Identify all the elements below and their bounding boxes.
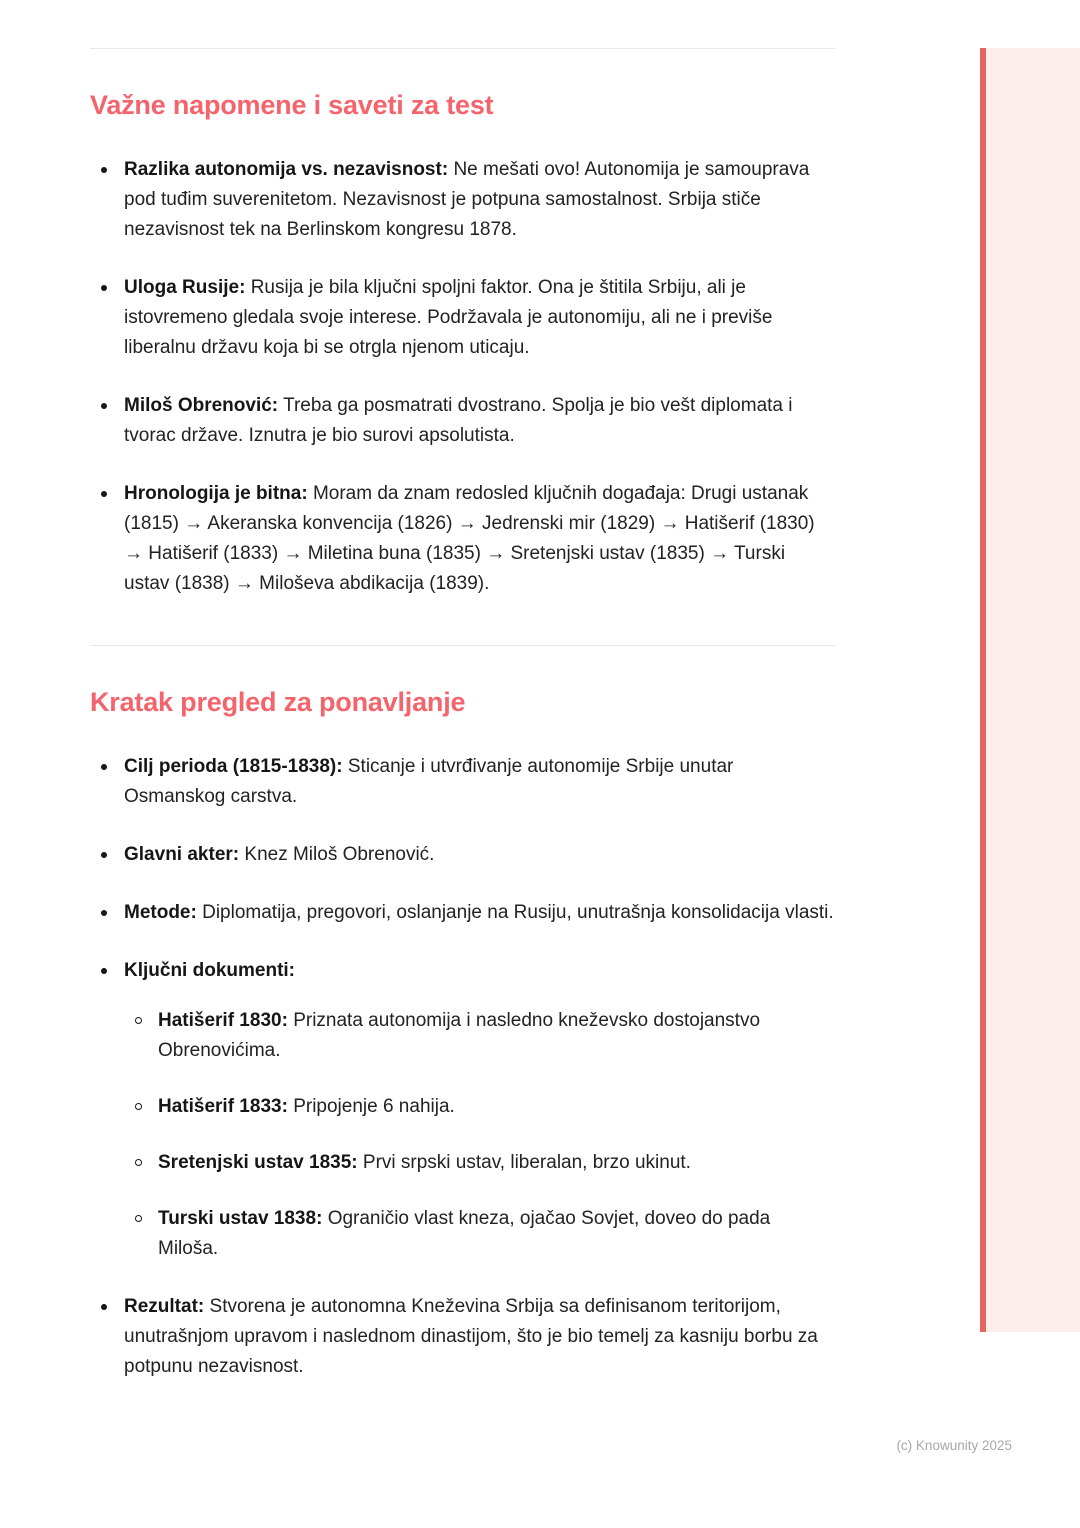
section-summary [90, 686, 835, 1382]
bullet-lead: Uloga Rusije: [124, 277, 246, 298]
list-item [90, 1292, 835, 1382]
copyright-footer: (c) Knowunity 2025 [896, 1438, 1012, 1453]
sub-list-item [124, 1006, 835, 1066]
bullet-text: Treba ga posmatrati dvostrano. Spolja je bio vešt diplomata i tvorac države. Iznutra je bio surovi apsolutista. [124, 395, 793, 446]
bullet-icon [101, 764, 107, 770]
notes-content [90, 0, 835, 1428]
list-item [90, 273, 835, 363]
bullet-lead: Turski ustav 1838: [158, 1208, 323, 1229]
bullet-icon [101, 167, 107, 173]
bullet-text: Priznata autonomija i nasledno kneževsko dostojanstvo Obrenovićima. [158, 1010, 761, 1061]
section-title: Važne napomene i saveti za test [90, 90, 494, 120]
list-item [90, 752, 835, 812]
bullet-lead: Hatišerif 1833: [158, 1096, 288, 1117]
bullet-text: Ograničio vlast kneza, ojačao Sovjet, doveo do pada Miloša. [158, 1208, 771, 1259]
sub-bullet-list [124, 1006, 835, 1264]
bullet-text: Stvorena je autonomna Kneževina Srbija sa definisanom teritorijom, unutrašnjom upravom i naslednom dinastijom, što je bio temelj za kasniju borbu za potpunu nezavisnost. [124, 1296, 818, 1377]
bullet-list [90, 155, 835, 599]
bullet-lead: Hronologija je bitna: [124, 483, 308, 504]
sub-bullet-icon [135, 1017, 142, 1024]
list-item [90, 391, 835, 451]
bullet-lead: Ključni dokumenti: [124, 960, 295, 981]
bullet-icon [101, 910, 107, 916]
bullet-lead: Hatišerif 1830: [158, 1010, 288, 1031]
list-item [90, 840, 835, 870]
bullet-icon [101, 852, 107, 858]
list-item [90, 898, 835, 928]
bullet-lead: Sretenjski ustav 1835: [158, 1152, 358, 1173]
bullet-text: Knez Miloš Obrenović. [244, 844, 435, 865]
section-important-notes [90, 89, 835, 599]
bullet-text: Diplomatija, pregovori, oslanjanje na Rusiju, unutrašnja konsolidacija vlasti. [202, 902, 834, 923]
sub-bullet-icon [135, 1159, 142, 1166]
bullet-icon [101, 491, 107, 497]
bullet-text: Moram da znam redosled ključnih događaja: Drugi ustanak (1815) → Akeranska konvencija (1826) → Jedrenski mir (1829) → Hatišerif (1830) → Hatišerif (1833) → Miletina buna (1835) → Sretenjski ustav (1835) → Turski ustav (1838) → Miloševa abdikacija (1839). [124, 483, 815, 594]
bullet-lead: Metode: [124, 902, 197, 923]
list-item [90, 479, 835, 599]
bullet-lead: Rezultat: [124, 1296, 205, 1317]
sub-bullet-icon [135, 1103, 142, 1110]
bullet-text: Rusija je bila ključni spoljni faktor. Ona je štitila Srbiju, ali je istovremeno gledala svoje interese. Podržavala je autonomiju, ali ne i previše liberalnu državu koja bi se otrgla njenom uticaju. [124, 277, 773, 358]
bullet-lead: Glavni akter: [124, 844, 240, 865]
page-margin-stripe [980, 48, 1080, 1332]
bullet-icon [101, 285, 107, 291]
section-divider [90, 48, 835, 49]
bullet-text: Prvi srpski ustav, liberalan, brzo ukinut. [362, 1152, 691, 1173]
sub-list-item [124, 1092, 835, 1122]
bullet-lead: Razlika autonomija vs. nezavisnost: [124, 159, 449, 180]
list-item [90, 155, 835, 245]
sub-list-item [124, 1204, 835, 1264]
bullet-icon [101, 403, 107, 409]
bullet-icon [101, 1304, 107, 1310]
bullet-icon [101, 968, 107, 974]
bullet-text: Sticanje i utvrđivanje autonomije Srbije unutar Osmanskog carstva. [124, 756, 734, 807]
bullet-lead: Cilj perioda (1815-1838): [124, 756, 343, 777]
section-divider [90, 645, 835, 646]
section-title: Kratak pregled za ponavljanje [90, 687, 466, 717]
bullet-list [90, 752, 835, 1382]
list-item [90, 956, 835, 1264]
sub-bullet-icon [135, 1215, 142, 1222]
bullet-text: Pripojenje 6 nahija. [293, 1096, 455, 1117]
bullet-lead: Miloš Obrenović: [124, 395, 279, 416]
bullet-text: Ne mešati ovo! Autonomija je samouprava pod tuđim suverenitetom. Nezavisnost je potpuna samostalnost. Srbija stiče nezavisnost tek na Berlinskom kongresu 1878. [124, 159, 810, 240]
sub-list-item [124, 1148, 835, 1178]
